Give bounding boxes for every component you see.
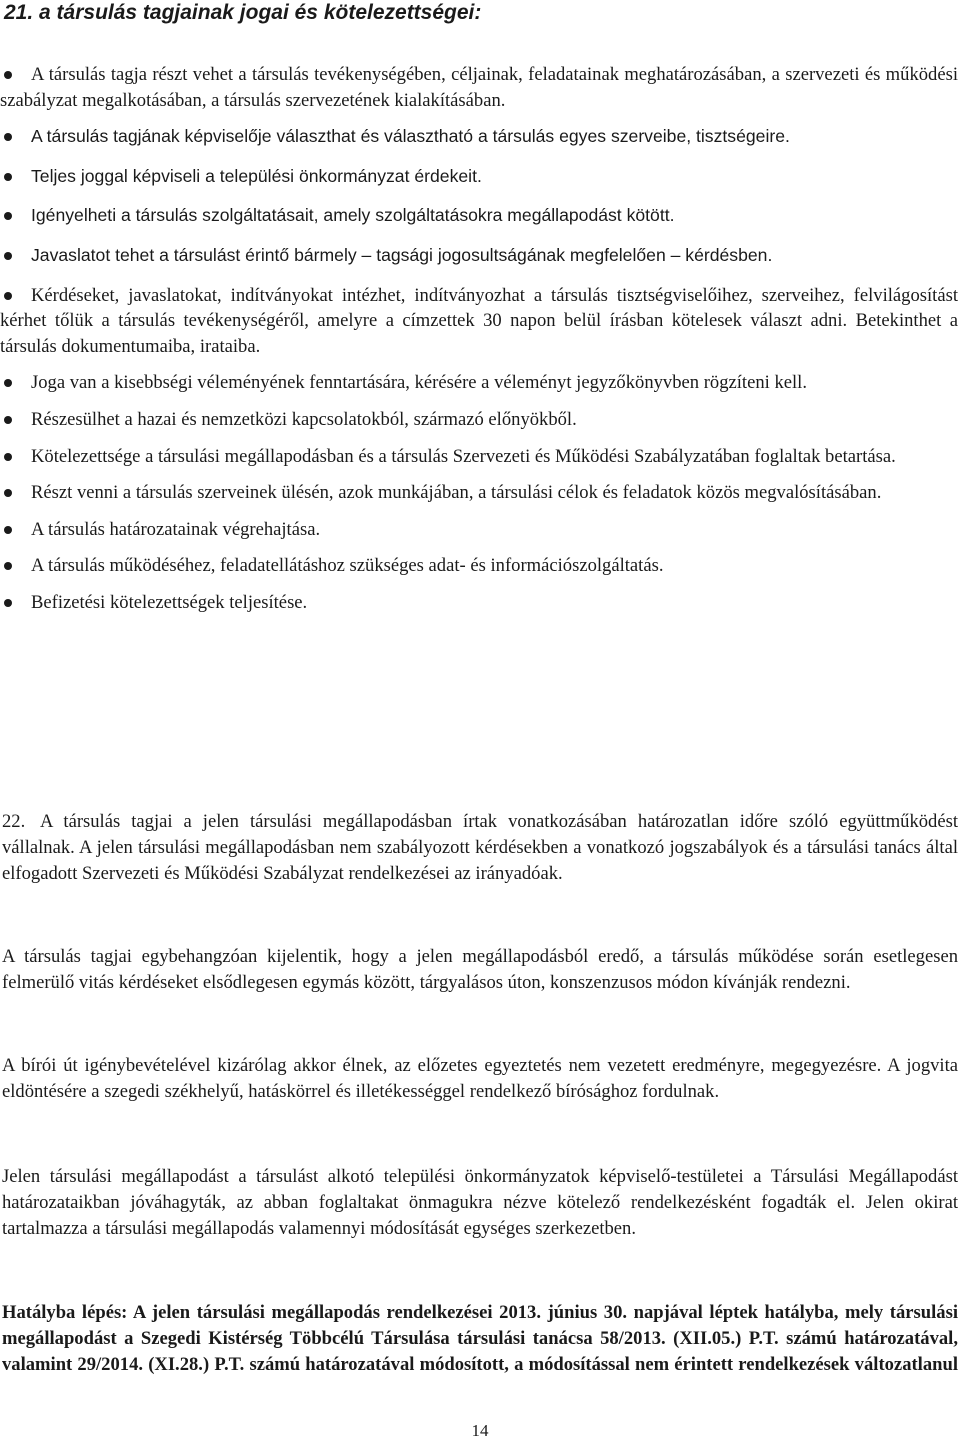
- list-item: Javaslatot tehet a társulást érintő bármely – tagsági jogosultságának megfelelően – kérdésben.: [0, 243, 958, 269]
- list-item: A társulás tagjának képviselője választhat és választható a társulás egyes szerveibe, tisztségeire.: [0, 124, 958, 150]
- list-item: Igényelheti a társulás szolgáltatásait, amely szolgáltatásokra megállapodást kötött.: [0, 203, 958, 229]
- bullet-icon: [4, 292, 12, 300]
- section-heading: 21. a társulás tagjainak jogai és kötelezettségei:: [4, 1, 482, 24]
- bullet-icon: [4, 453, 12, 461]
- section-22-paragraph: [2, 809, 958, 886]
- list-item: Részesülhet a hazai és nemzetközi kapcsolatokból, származó előnyökből.: [0, 407, 958, 433]
- bullet-icon: [4, 173, 12, 181]
- section-22-text: A társulás tagjai a jelen társulási megállapodásban írtak vonatkozásában határozatlan időre szóló együttműködést vállalnak. A jelen társulási megállapodásban nem szabályozott kérdésekben a vonatkozó jogszabályok és a társulási tanács által elfogadott Szervezeti és Működési Szabályzat rendelkezései az irányadóak.: [2, 811, 958, 884]
- effective-date-clause: Hatályba lépés: A jelen társulási megállapodás rendelkezései 2013. június 30. napjával léptek hatályba, mely társulási megállapodást a Szegedi Kistérség Többcélú Társulása társulási tanácsa 58/2013. (XII.05.) P.T. számú határozatával, valamint 29/2014. (XI.28.) P.T. számú határozatával módosított, a módosítással nem érintett rendelkezések változatlanul: [2, 1302, 958, 1375]
- bullet-icon: [4, 379, 12, 387]
- dispute-paragraph: A társulás tagjai egybehangzóan kijelentik, hogy a jelen megállapodásból eredő, a társulás működése során esetlegesen felmerülő vitás kérdéseket elsődlegesen egymás között, tárgyalásos úton, konszenzusos módon kívánják rendezni.: [2, 946, 958, 993]
- bullet-icon: [4, 599, 12, 607]
- list-item: Befizetési kötelezettségek teljesítése.: [0, 590, 958, 616]
- page-number: 14: [471, 1421, 489, 1440]
- bullet-icon: [4, 252, 12, 260]
- approval-paragraph: Jelen társulási megállapodást a társulást alkotó települési önkormányzatok képviselő-testületei a Társulási Megállapodást határozataikban jóváhagyták, az abban foglaltakat önmagukra nézve kötelező rendelkezésként fogadták el. Jelen okirat tartalmazza a társulási megállapodás valamennyi módosítását egységes szerkezetben.: [2, 1166, 958, 1239]
- bullet-icon: [4, 133, 12, 141]
- list-item: Részt venni a társulás szerveinek ülésén, azok munkájában, a társulási célok és feladatok közös megvalósításában.: [0, 480, 958, 506]
- bullet-icon: [4, 416, 12, 424]
- list-item: Joga van a kisebbségi véleményének fenntartására, kérésére a véleményt jegyzőkönyvben rögzíteni kell.: [0, 370, 958, 396]
- list-item: A társulás határozatainak végrehajtása.: [0, 517, 958, 543]
- court-paragraph: A bírói út igénybevételével kizárólag akkor élnek, az előzetes egyeztetés nem vezetett eredményre, megegyezésre. A jogvita eldöntésére a szegedi székhelyű, hatáskörrel és illetékességgel rendelkező bírósághoz fordulnak.: [2, 1055, 958, 1102]
- list-item: A társulás tagja részt vehet a társulás tevékenységében, céljainak, feladatainak meghatározásában, a szervezeti és működési szabályzat megalkotásában, a társulás szervezetének kialakításában.: [0, 64, 958, 111]
- bullet-icon: [4, 489, 12, 497]
- list-item: Kötelezettsége a társulási megállapodásban és a társulás Szervezeti és Működési Szabályzatában foglaltak betartása.: [0, 444, 958, 470]
- bullet-icon: [4, 526, 12, 534]
- bullet-icon: [4, 562, 12, 570]
- member-rights-list: [0, 62, 958, 616]
- bullet-icon: [4, 71, 12, 79]
- section-number: 22.: [2, 811, 26, 832]
- list-item: Kérdéseket, javaslatokat, indítványokat intézhet, indítványozhat a társulás tisztségviselőihez, szerveihez, felvilágosítást kérhet tőlük a társulás tevékenységéről, amelyre a címzettek 30 napon belül írásban kötelesek választ adni. Betekinthet a társulás dokumentumaiba, irataiba.: [0, 284, 958, 357]
- list-item: Teljes joggal képviseli a települési önkormányzat érdekeit.: [0, 164, 958, 190]
- list-item: A társulás működéséhez, feladatellátáshoz szükséges adat- és információszolgáltatás.: [0, 553, 958, 579]
- bullet-icon: [4, 212, 12, 220]
